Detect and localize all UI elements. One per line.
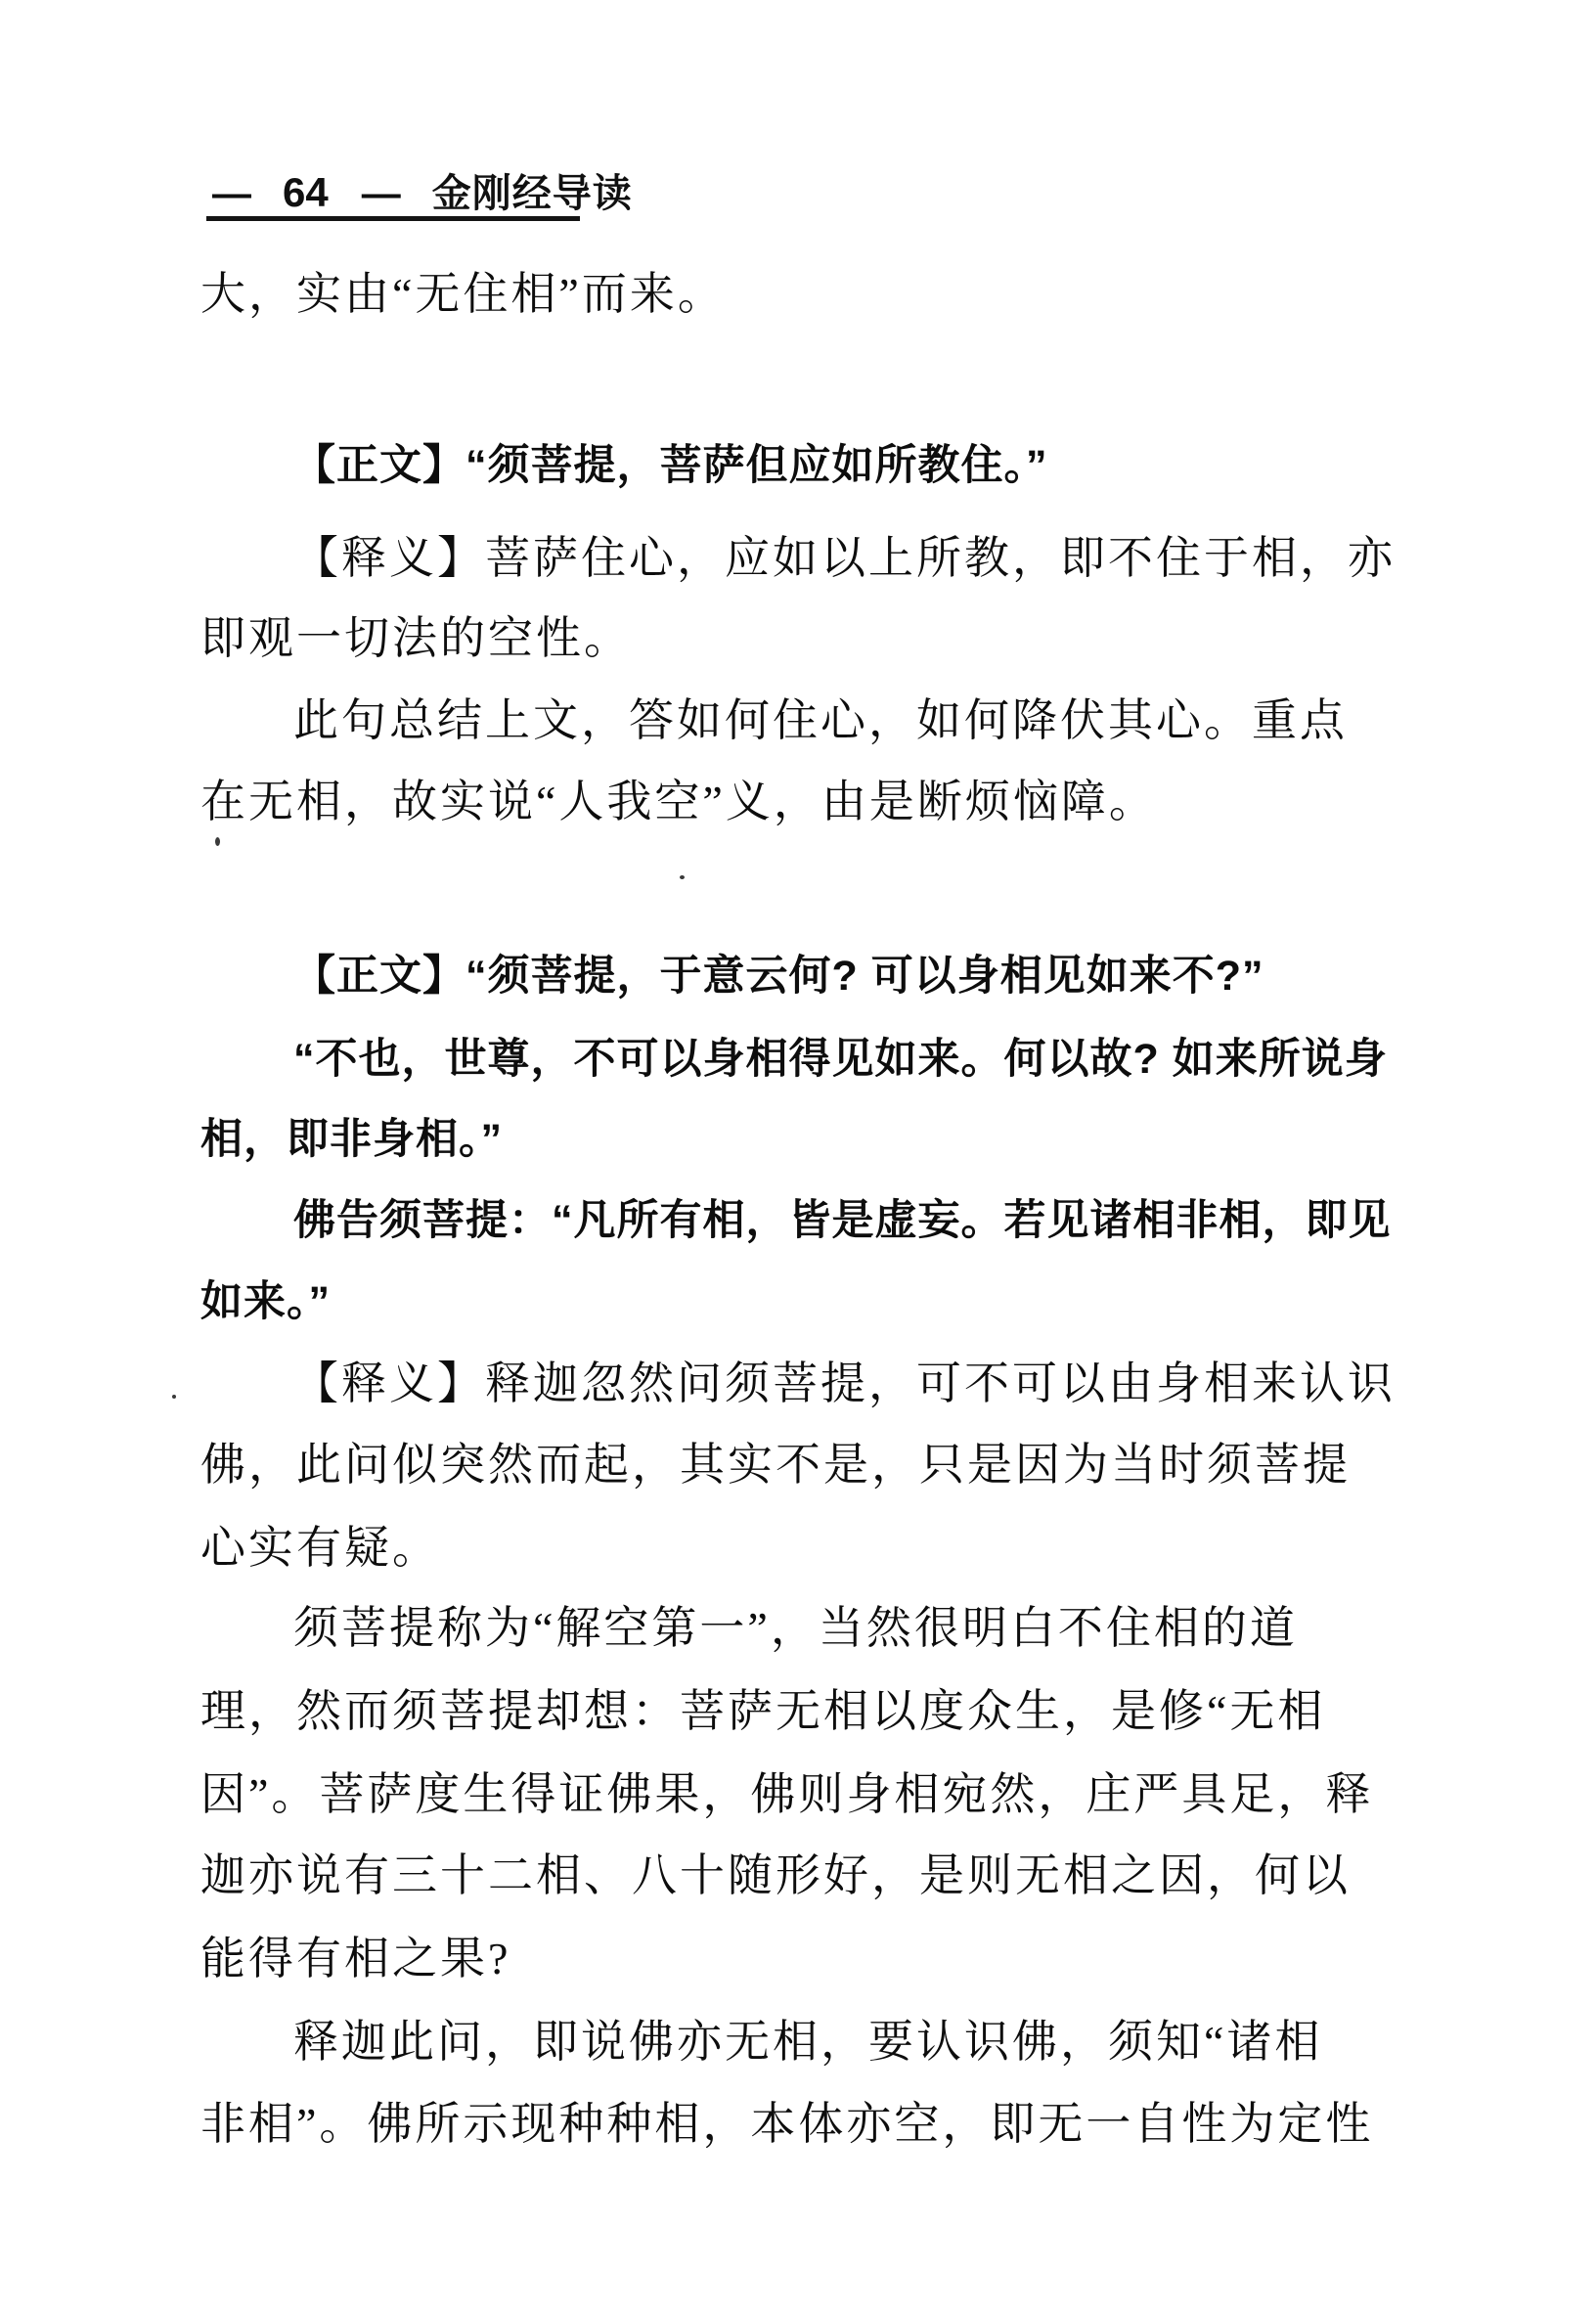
text-line: “不也，世尊，不可以身相得见如来。何以故? 如来所说身 xyxy=(293,1036,1388,1083)
text-line: 理，然而须菩提却想：菩萨无相以度众生，是修“无相 xyxy=(200,1686,1326,1736)
text-line: 非相”。佛所示现种种相，本体亦空，即无一自性为定性 xyxy=(200,2099,1374,2149)
scan-speck xyxy=(215,837,220,846)
text-line: 即观一切法的空性。 xyxy=(200,613,632,663)
scan-speck xyxy=(172,1395,176,1399)
text-line: 心实有疑。 xyxy=(200,1523,440,1573)
text-line: 佛，此问似突然而起，其实不是，只是因为当时须菩提 xyxy=(200,1440,1351,1490)
text-line: 迦亦说有三十二相、八十随形好，是则无相之因，何以 xyxy=(200,1850,1351,1900)
text-line: 能得有相之果? xyxy=(200,1934,511,1983)
text-line: 须菩提称为“解空第一”，当然很明白不住相的道 xyxy=(293,1603,1298,1653)
header-dash-right: — xyxy=(361,172,401,215)
text-line: 释迦此问，即说佛亦无相，要认识佛，须知“诸相 xyxy=(293,2017,1323,2067)
text-line: 佛告须菩提：“凡所有相，皆是虚妄。若见诸相非相，即见 xyxy=(293,1197,1392,1244)
book-title: 金刚经导读 xyxy=(431,172,633,215)
text-line: 大，实由“无住相”而来。 xyxy=(200,269,726,319)
scan-speck xyxy=(680,875,685,879)
text-line: 如来。” xyxy=(200,1278,331,1325)
text-line: 在无相，故实说“人我空”义，由是断烦恼障。 xyxy=(200,777,1157,826)
text-line: 此句总结上文，答如何住心，如何降伏其心。重点 xyxy=(293,695,1348,745)
header-dash-left: — xyxy=(212,172,251,215)
text-line: 【释义】菩萨住心，应如以上所教，即不住于相，亦 xyxy=(293,533,1396,583)
page-number: 64 xyxy=(283,169,329,215)
text-line: 相，即非身相。” xyxy=(200,1116,503,1163)
text-line: 【释义】释迦忽然问须菩提，可不可以由身相来认识 xyxy=(293,1358,1396,1408)
text-line: 【正文】“须菩提，菩萨但应如所教住。” xyxy=(293,442,1048,489)
text-line: 因”。菩萨度生得证佛果，佛则身相宛然，庄严具足，释 xyxy=(200,1769,1374,1819)
text-line: 【正文】“须菩提，于意云何? 可以身相见如来不?” xyxy=(293,953,1264,1000)
page-header xyxy=(212,169,633,215)
header-rule xyxy=(206,216,580,221)
